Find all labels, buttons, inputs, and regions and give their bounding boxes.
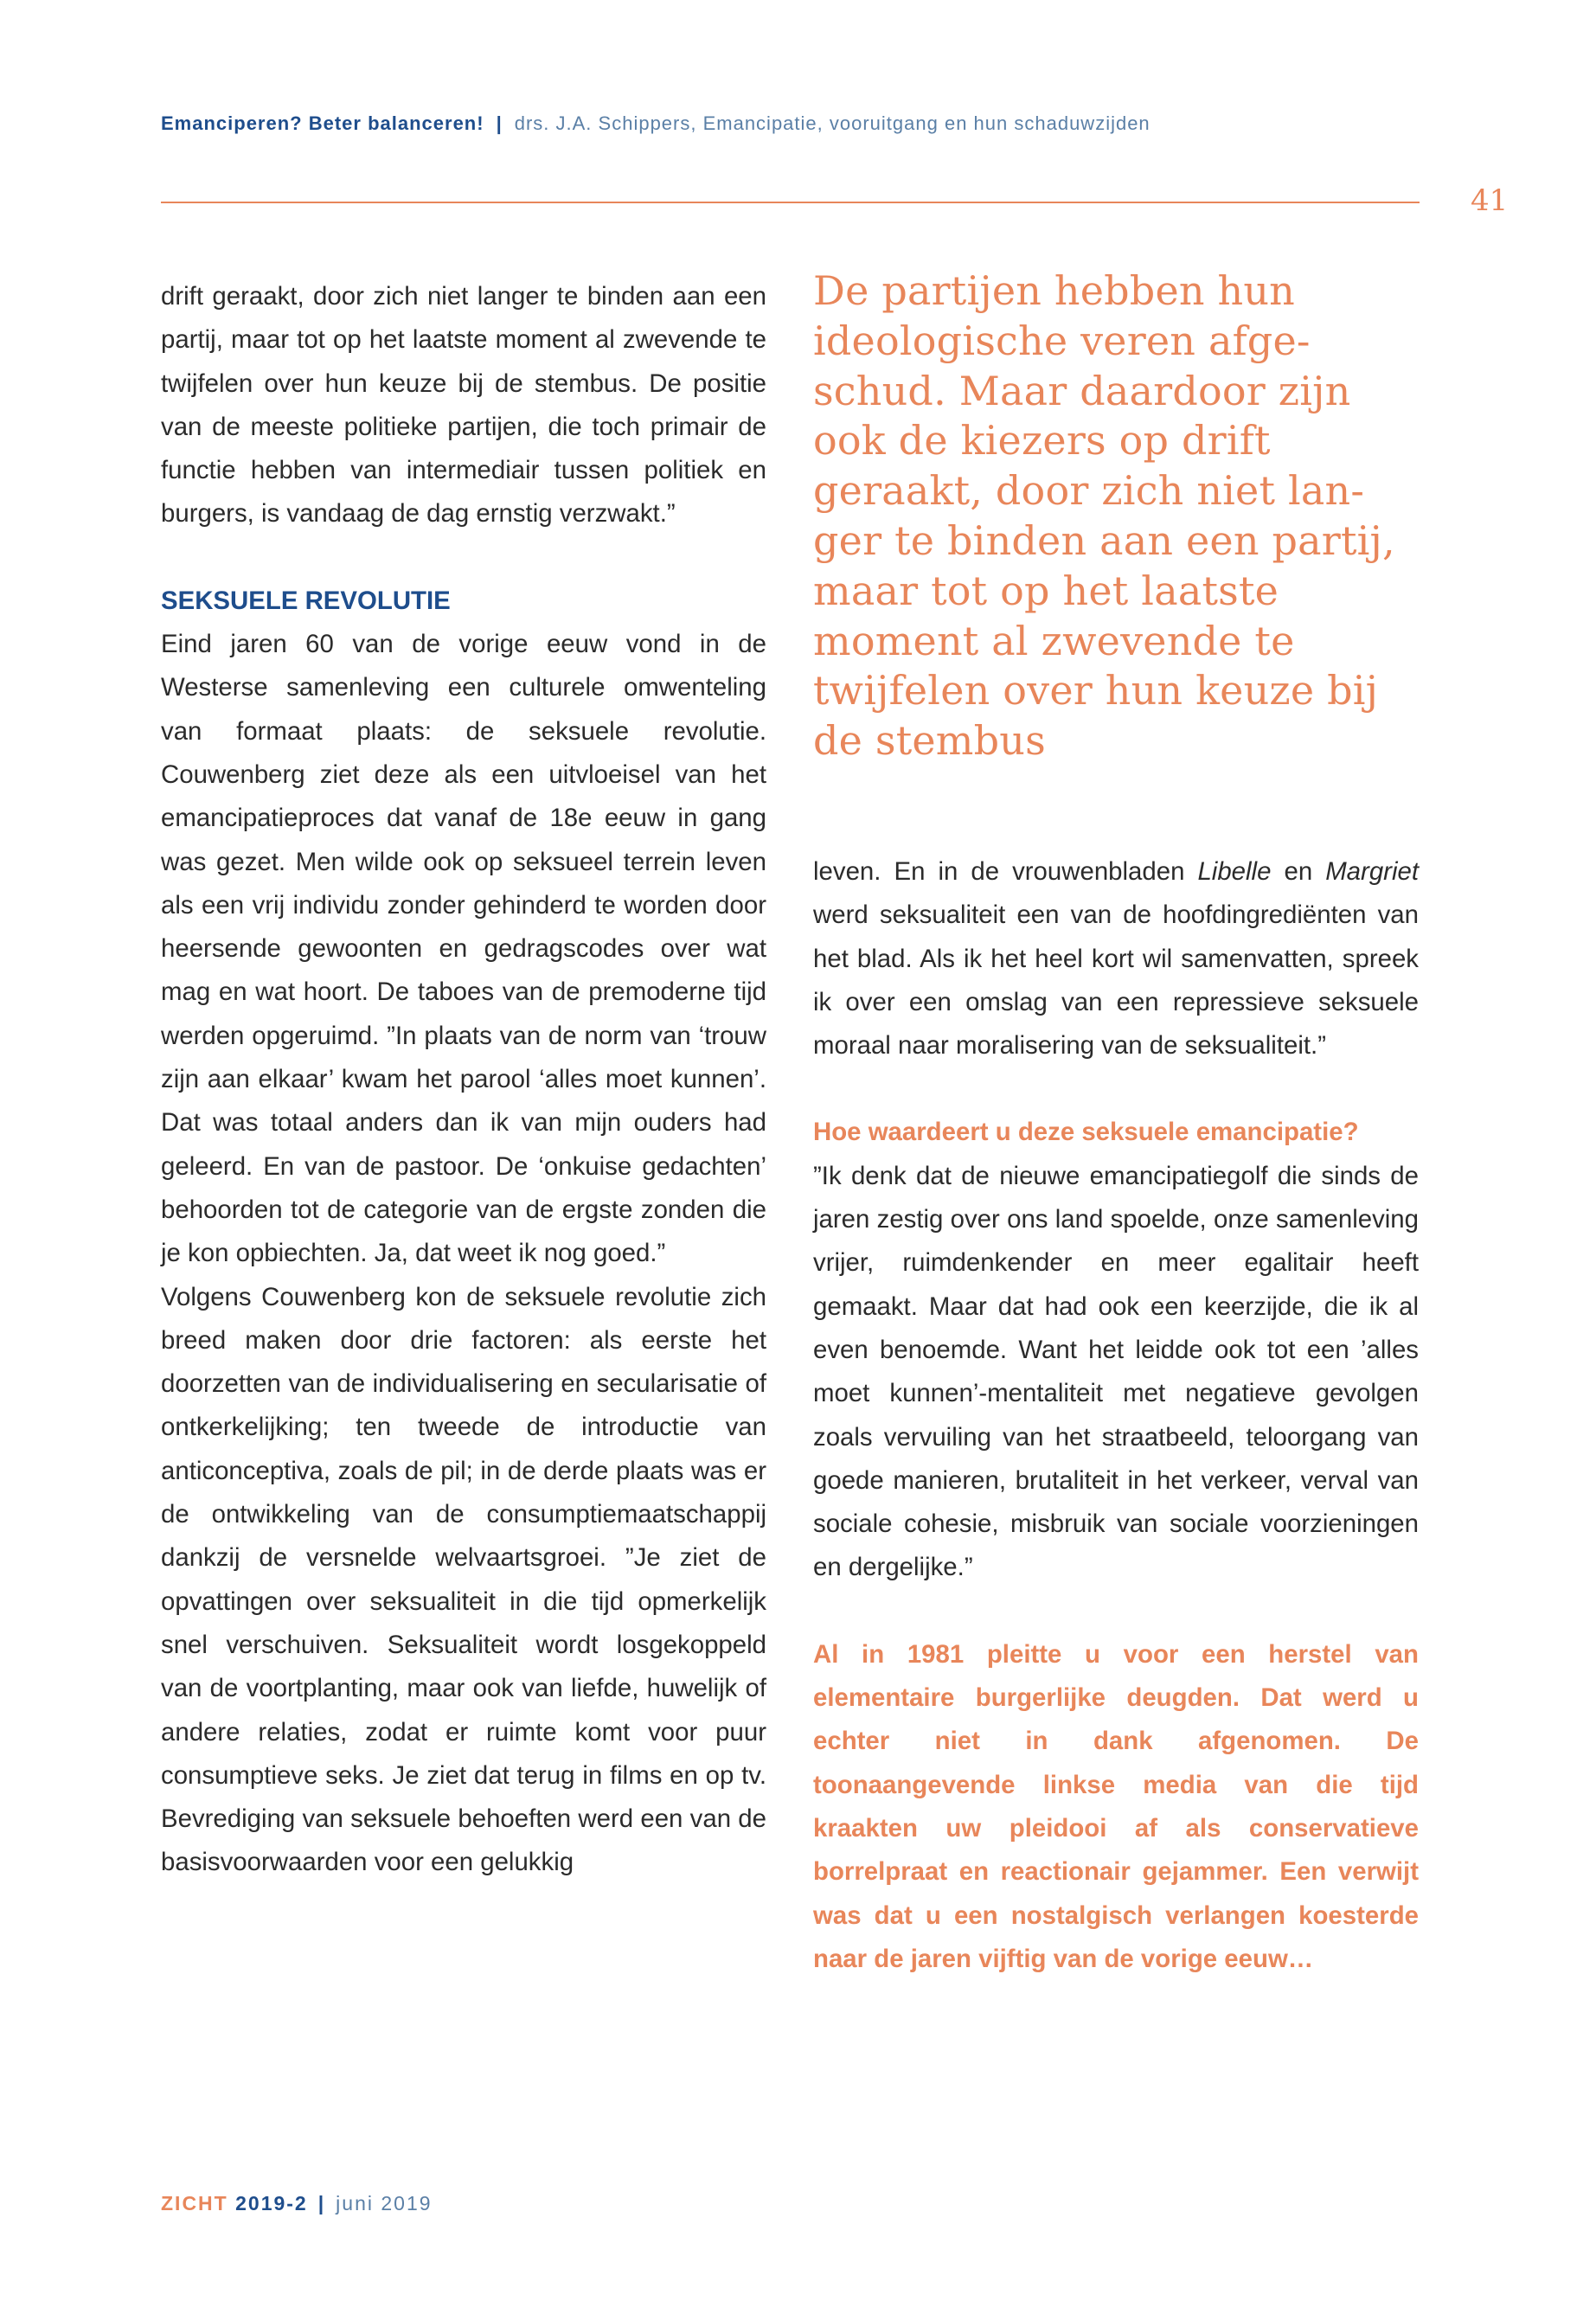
pull-quote-line: ideologische veren afge-: [813, 317, 1311, 364]
pull-quote-line: twijfelen over hun keuze bij: [813, 667, 1379, 715]
body-paragraph-1: Eind jaren 60 van de vorige eeuw vond in de Westerse samenleving een culturele omwenteling van formaat plaats: de seksuele revolutie. Couwenberg ziet deze als een uitvloeisel van het emancipatieproces dat vanaf de 18e eeuw in gang was gezet. Men wilde ook op seksueel terrein leven als een vrij individu zonder gehinderd te worden door heersende gewoonten en gedragscodes over wat mag en wat hoort. De taboes van de premoderne tijd werden opgeruimd. ”In plaats van de norm van ‘trouw zijn aan elkaar’ kwam het parool ‘alles moet kunnen’. Dat was totaal anders dan ik van mijn ouders had geleerd. En van de pastoor. De ‘onkuise gedachten’ behoorden tot de categorie van de ergste zonden die je kon opbiechten. Ja, dat weet ik nog goed.”: [161, 630, 766, 1268]
header-subtitle: drs. J.A. Schippers, Emancipatie, vooruitgang en hun schaduwzijden: [514, 112, 1151, 134]
pull-quote-line: maar tot op het laatste: [813, 567, 1279, 614]
page-footer: [161, 2192, 433, 2215]
continuation-text: leven. En in de vrouwenbladen: [813, 856, 1198, 886]
magazine-title-margriet: Margriet: [1325, 856, 1419, 886]
header-rule: [161, 202, 1420, 203]
footer-separator: |: [317, 2192, 326, 2214]
header-title: Emanciperen? Beter balanceren!: [161, 112, 484, 134]
interview-question-1: Hoe waardeert u deze seksuele emancipatie?: [813, 1118, 1359, 1147]
pull-quote-line: ook de kiezers op drift: [813, 417, 1271, 465]
footer-brand: ZICHT: [161, 2192, 228, 2214]
continuation-paragraph: [813, 850, 1419, 1067]
pull-quote-line: moment al zwevende te: [813, 617, 1295, 664]
body-paragraph-2: Volgens Couwenberg kon de seksuele revolutie zich breed maken door drie factoren: als eerste het doorzetten van de individualisering en secularisatie of ontkerkelijking; ten tweede de introductie van anticonceptiva, zoals de pil; in de derde plaats was er de ontwikkeling van de consumptiemaatschappij dankzij de versnelde welvaartsgroei. ”Je ziet de opvattingen over seksualiteit in die tijd opmerkelijk snel verschuiven. Seksualiteit wordt losgekoppeld van de voortplanting, maar ook van liefde, huwelijk of andere relaties, zodat er ruimte komt voor puur consumptieve seks. Je ziet dat terug in films en op tv. Bevrediging van seksuele behoeften werd een van de basisvoorwaarden voor een gelukkig: [161, 1282, 766, 1877]
left-column: [161, 275, 766, 1885]
pull-quote-line: schud. Maar daardoor zijn: [813, 367, 1351, 414]
continuation-text: werd seksualiteit een van de hoofdingrediënten van het blad. Als ik het heel kort wil samenvatten, spreek ik over een omslag van een repressieve seksuele moraal naar moralisering van de seksualiteit.”: [813, 901, 1419, 1061]
pull-quote-line: geraakt, door zich niet lan-: [813, 467, 1365, 515]
header-separator: |: [496, 112, 503, 134]
pull-quote-line: ger te binden aan een partij,: [813, 516, 1395, 564]
pull-quote-line: De partijen hebben hun: [813, 267, 1296, 314]
footer-date: juni 2019: [336, 2192, 433, 2214]
magazine-title-libelle: Libelle: [1197, 856, 1272, 886]
running-header: [161, 112, 1424, 135]
page-number: 41: [1471, 183, 1509, 218]
right-column: [813, 266, 1419, 1981]
pull-quote: [813, 266, 1419, 766]
interview-answer-1: ”Ik denk dat de nieuwe emancipatiegolf die sinds de jaren zestig over ons land spoelde, onze samenleving vrijer, ruimdenkender en meer egalitair heeft gemaakt. Maar dat had ook een keerzijde, die ik al even benoemde. Want het leidde ook tot een ’alles moet kunnen’-mentaliteit met negatieve gevolgen zoals vervuiling van het straatbeeld, teloorgang van goede manieren, brutaliteit in het verkeer, verval van sociale cohesie, misbruik van sociale voorzieningen en dergelijke.”: [813, 1161, 1419, 1582]
pull-quote-line: de stembus: [813, 717, 1046, 765]
section-heading: SEKSUELE REVOLUTIE: [161, 586, 451, 615]
footer-issue: 2019-2: [235, 2192, 308, 2214]
intro-paragraph: drift geraakt, door zich niet langer te binden aan een partij, maar tot op het laatste moment al zwevende te twijfelen over hun keuze bij de stembus. De positie van de meeste politieke partijen, die toch primair de functie hebben van intermediair tussen politiek en burgers, is vandaag de dag ernstig verzwakt.”: [161, 282, 766, 529]
continuation-text: en: [1271, 856, 1326, 886]
interview-question-2: Al in 1981 pleitte u voor een herstel van elementaire burgerlijke deugden. Dat werd u echter niet in dank afgenomen. De toonaangevende linkse media van die tijd kraakten uw pleidooi af als conservatieve borrelpraat en reactionair gejammer. Een verwijt was dat u een nostalgisch verlangen koesterde naar de jaren vijftig van de vorige eeuw…: [813, 1639, 1419, 1973]
